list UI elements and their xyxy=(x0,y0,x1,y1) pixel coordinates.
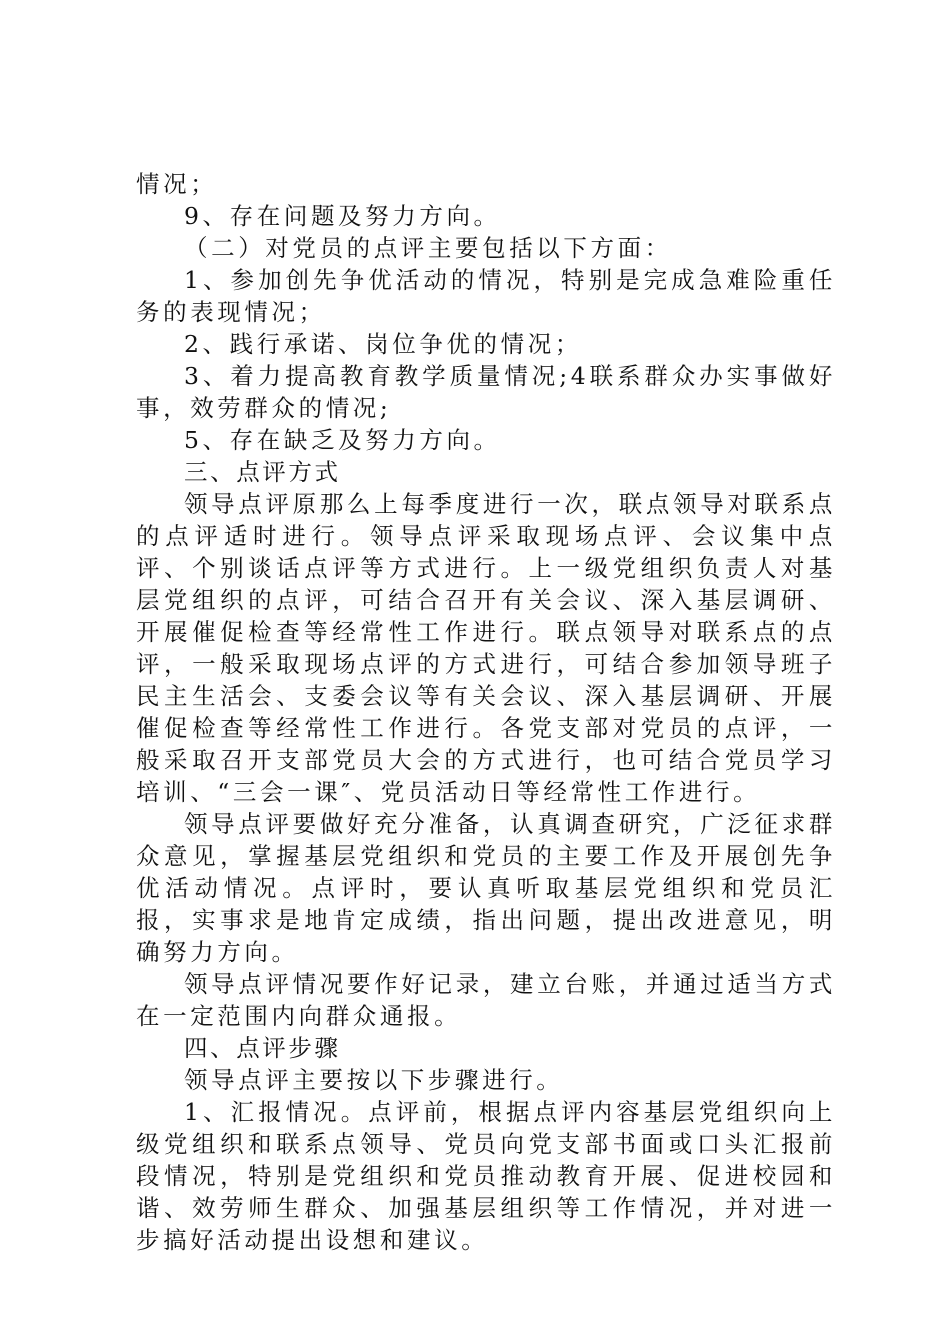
list-item-1: 1、参加创先争优活动的情况，特别是完成急难险重任务的表现情况； xyxy=(136,266,836,326)
list-item-5: 5、存在缺乏及努力方向。 xyxy=(184,426,501,454)
paragraph-steps-intro: 领导点评主要按以下步骤进行。 xyxy=(184,1066,564,1094)
list-item-3: 3、着力提高教育教学质量情况;4联系群众办实事做好事，效劳群众的情况; xyxy=(136,362,836,422)
paragraph-continuation: 情况； xyxy=(136,170,218,198)
paragraph-review-method: 领导点评原那么上每季度进行一次，联点领导对联系点的点评适时进行。领导点评采取现场点评、会议集中点评、个别谈话点评等方式进行。上一级党组织负责人对基层党组织的点评，可结合召开有关会议、深入基层调研、开展催促检查等经常性工作进行。联点领导对联系点的点评，一般采取现场点评的方式进行，可结合参加领导班子民主生活会、支委会议等有关会议、深入基层调研、开展催促检查等经常性工作进行。各党支部对党员的点评，一般采取召开支部党员大会的方式进行，也可结合党员学习培训、“三会一课″、党员活动日等经常性工作进行。 xyxy=(136,490,836,806)
paragraph-records: 领导点评情况要作好记录，建立台账，并通过适当方式在一定范围内向群众通报。 xyxy=(136,970,836,1030)
section-heading-review-method: 三、点评方式 xyxy=(184,458,341,486)
section-heading-party-members: （二）对党员的点评主要包括以下方面： xyxy=(184,234,672,262)
section-heading-review-steps: 四、点评步骤 xyxy=(184,1034,341,1062)
paragraph-preparation: 领导点评要做好充分准备，认真调查研究，广泛征求群众意见，掌握基层党组织和党员的主要工作及开展创先争优活动情况。点评时，要认真听取基层党组织和党员汇报，实事求是地肯定成绩，指出问题，提出改进意见，明确努力方向。 xyxy=(136,810,836,966)
list-item-2: 2、践行承诺、岗位争优的情况； xyxy=(184,330,582,358)
paragraph-step-1-report: 1、汇报情况。点评前，根据点评内容基层党组织向上级党组织和联系点领导、党员向党支部书面或口头汇报前段情况，特别是党组织和党员推动教育开展、促进校园和谐、效劳师生群众、加强基层组织等工作情况，并对进一步搞好活动提出设想和建议。 xyxy=(136,1098,836,1254)
list-item-9: 9、存在问题及努力方向。 xyxy=(184,202,501,230)
document-page xyxy=(136,168,836,1256)
